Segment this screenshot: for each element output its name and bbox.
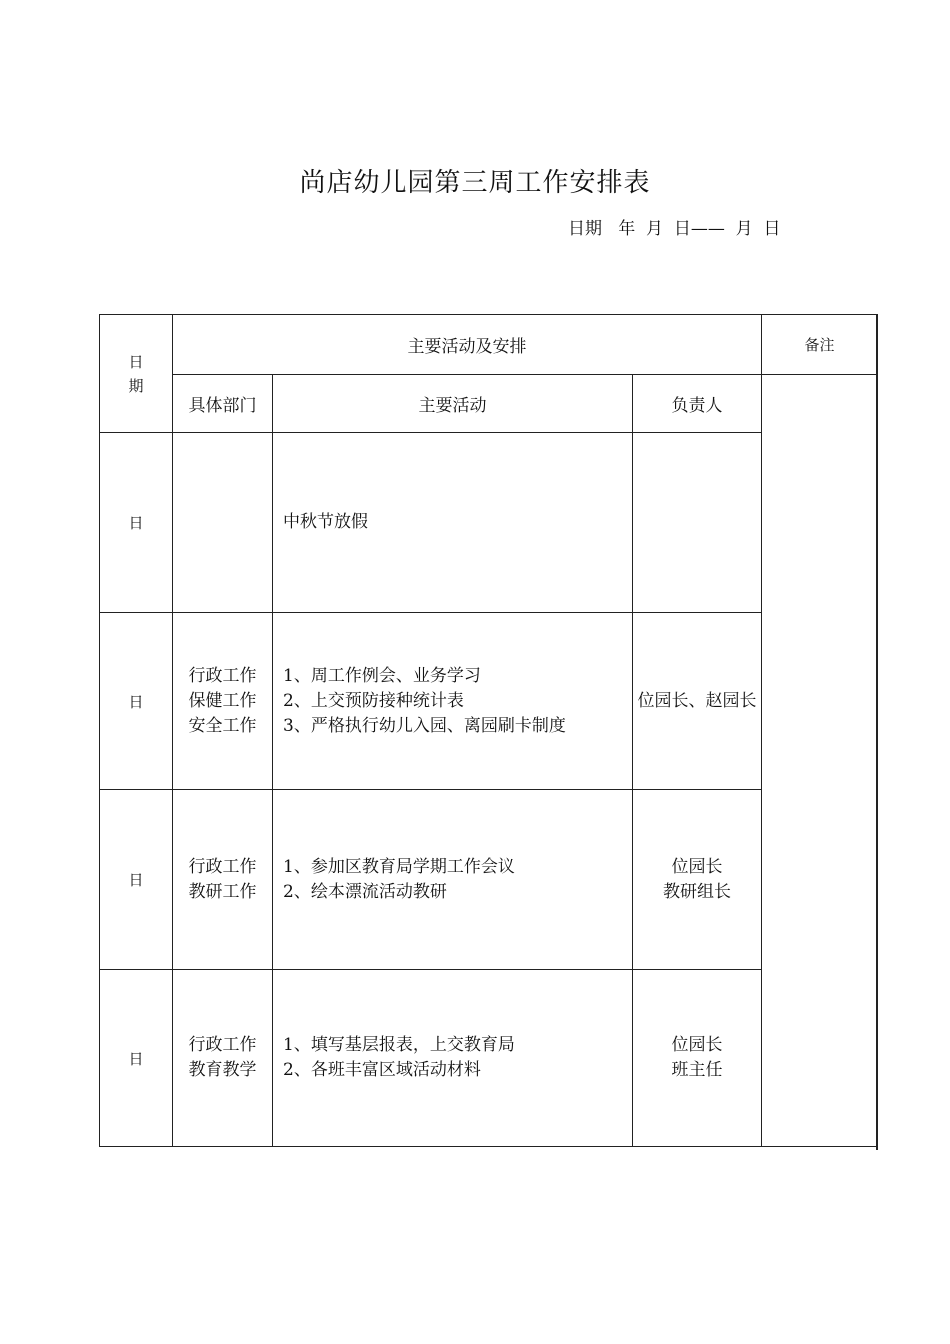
remarks-header: 备注 bbox=[762, 315, 878, 375]
row-owner-cell bbox=[633, 790, 762, 970]
owner-line: 班主任 bbox=[671, 1060, 723, 1080]
activity-line: 中秋节放假 bbox=[283, 512, 368, 532]
row-owner-cell bbox=[633, 970, 762, 1147]
row-dept-cell bbox=[173, 613, 273, 790]
owner-line: 教研组长 bbox=[663, 881, 731, 902]
activity-line: 2、绘本漂流活动教研 bbox=[283, 881, 447, 902]
row-date-cell: 日 bbox=[100, 613, 173, 790]
row-dept-cell bbox=[173, 790, 273, 970]
header-row-1 bbox=[100, 315, 878, 375]
dept-line: 行政工作 bbox=[188, 1035, 257, 1055]
activity-line: 1、填写基层报表，上交教育局 bbox=[283, 1035, 515, 1055]
owner-line: 位园长 bbox=[671, 1035, 723, 1055]
dept-line: 保健工作 bbox=[188, 690, 257, 711]
row-dept-cell bbox=[173, 433, 273, 613]
activity-line: 1、参加区教育局学期工作会议 bbox=[283, 856, 515, 877]
row-date-cell: 日 bbox=[100, 790, 173, 970]
activity-line: 2、各班丰富区域活动材料 bbox=[283, 1060, 481, 1080]
dept-line: 安全工作 bbox=[188, 715, 257, 736]
date-column-header bbox=[100, 315, 173, 433]
dept-header: 具体部门 bbox=[173, 375, 273, 433]
row-owner-cell bbox=[633, 613, 762, 790]
main-activities-group-header: 主要活动及安排 bbox=[173, 315, 762, 375]
date-header-char-1: 日 bbox=[128, 352, 144, 371]
dept-line: 行政工作 bbox=[188, 665, 257, 686]
date-header-char-2: 期 bbox=[128, 376, 144, 395]
activity-line: 1、周工作例会、业务学习 bbox=[283, 665, 481, 686]
activity-header: 主要活动 bbox=[273, 375, 633, 433]
row-date-cell: 日 bbox=[100, 970, 173, 1147]
row-dept-cell bbox=[173, 970, 273, 1147]
row-activity-cell bbox=[273, 613, 633, 790]
row-date-cell: 日 bbox=[100, 433, 173, 613]
header-row-2 bbox=[100, 375, 878, 433]
activity-line: 3、严格执行幼儿入园、离园刷卡制度 bbox=[283, 715, 566, 736]
schedule-table bbox=[99, 314, 878, 1147]
row-owner-cell bbox=[633, 433, 762, 613]
document-title: 尚店幼儿园第三周工作安排表 bbox=[299, 168, 651, 198]
owner-line: 位园长 bbox=[671, 856, 723, 877]
dept-line: 教研工作 bbox=[188, 881, 257, 902]
owner-line: 位园长、赵园长 bbox=[637, 690, 757, 711]
activity-line: 2、上交预防接种统计表 bbox=[283, 690, 464, 711]
row-activity-cell bbox=[273, 970, 633, 1147]
table-row bbox=[100, 613, 878, 790]
row-activity-cell bbox=[273, 790, 633, 970]
remarks-cell bbox=[762, 375, 878, 1147]
dept-line: 行政工作 bbox=[188, 856, 257, 877]
table-row bbox=[100, 790, 878, 970]
date-range-line: 日期 年 月 日—— 月 日 bbox=[568, 219, 781, 239]
table-row bbox=[100, 970, 878, 1147]
row-activity-cell bbox=[273, 433, 633, 613]
owner-header: 负责人 bbox=[633, 375, 762, 433]
table-outer-border-line bbox=[876, 314, 878, 1150]
table-row bbox=[100, 433, 878, 613]
dept-line: 教育教学 bbox=[188, 1060, 257, 1080]
